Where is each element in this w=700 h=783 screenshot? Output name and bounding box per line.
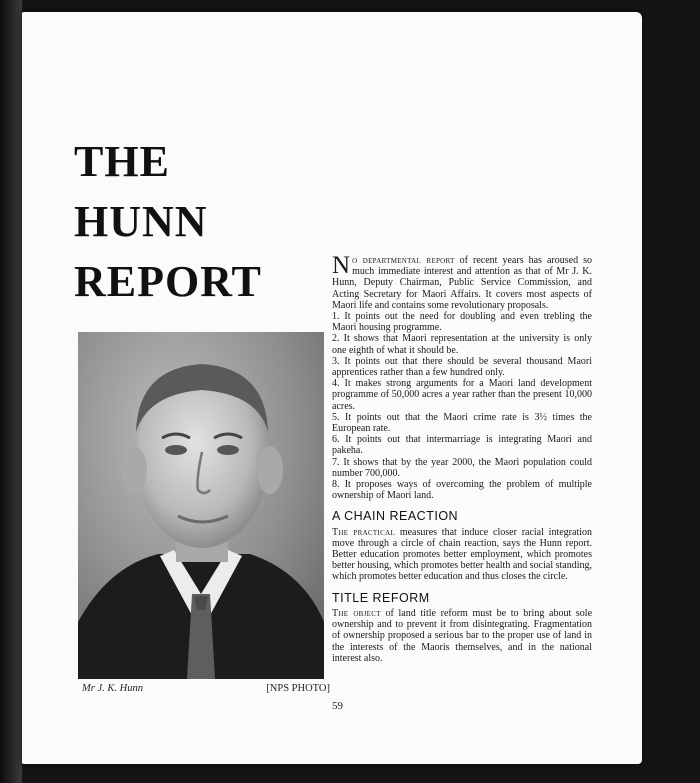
chain-reaction-lead: The practical xyxy=(332,526,396,538)
section-heading-chain-reaction: A CHAIN REACTION xyxy=(332,509,459,524)
list-item: 5. It points out that the Maori crime rate is 3½ times the European rate. xyxy=(332,411,592,435)
title-line-2: HUNN xyxy=(74,197,208,246)
title-line-1: THE xyxy=(74,137,170,186)
list-item: 6. It points out that intermarriage is integrating Maori and pakeha. xyxy=(332,434,592,457)
intro-lead: o departmental report xyxy=(352,255,455,266)
title-reform-text: of land title reform must be to bring about sole ownership and to prevent it from disintegrating. Fragmentation of ownership proposed a serious bar to the proper use of land in the interests of the Maoris themselves, and in the national interest also. xyxy=(332,607,593,664)
list-item: 2. It shows that Maori representation at the university is only one eighth of what it should be. xyxy=(332,333,592,356)
title-reform-paragraph xyxy=(332,608,592,664)
intro-paragraph xyxy=(332,252,592,311)
page-title xyxy=(74,132,262,312)
photo-credit: [NPS PHOTO] xyxy=(266,683,330,694)
article-body xyxy=(332,252,593,664)
intro-text: of recent years has aroused so much immediate interest and attention as that of Mr J. K. Hunn, Deputy Chairman, Public Service Commission, and Acting Secretary for Maori Affairs. It covers most aspects of Maori life and contains some revolutionary proposals. xyxy=(332,255,592,311)
points-list xyxy=(332,311,592,501)
chain-reaction-text: measures that induce closer racial integration move through a circle of chain reaction, says the Hunn report. Better education promotes better employment, which promotes better housing, which promotes better health and social standing, which promotes better education and thus closes the circle. xyxy=(332,526,593,583)
section-heading-title-reform: TITLE REFORM xyxy=(332,590,430,605)
title-line-3: REPORT xyxy=(74,257,262,306)
list-item: 7. It shows that by the year 2000, the Maori population could number 700,000. xyxy=(332,456,592,479)
portrait-photo xyxy=(78,332,324,679)
book-gutter xyxy=(0,0,22,783)
caption-name: Mr J. K. Hunn xyxy=(82,683,143,694)
list-item: 4. It makes strong arguments for a Maori land development programme of 50,000 acres a year rather than the present 10,000 acres. xyxy=(332,378,592,412)
list-item: 1. It points out the need for doubling and even trebling the Maori housing programme. xyxy=(332,311,592,334)
chain-reaction-paragraph xyxy=(332,527,592,583)
portrait-illustration xyxy=(78,332,324,679)
page-number: 59 xyxy=(332,700,343,712)
magazine-page xyxy=(22,12,642,764)
title-reform-lead: The object xyxy=(332,607,381,619)
drop-cap: N xyxy=(332,252,351,279)
list-item: 8. It proposes ways of overcoming the problem of multiple ownership of Maori land. xyxy=(332,479,592,502)
list-item: 3. It points out that there should be several thousand Maori apprentices rather than a few hundred only. xyxy=(332,355,592,379)
